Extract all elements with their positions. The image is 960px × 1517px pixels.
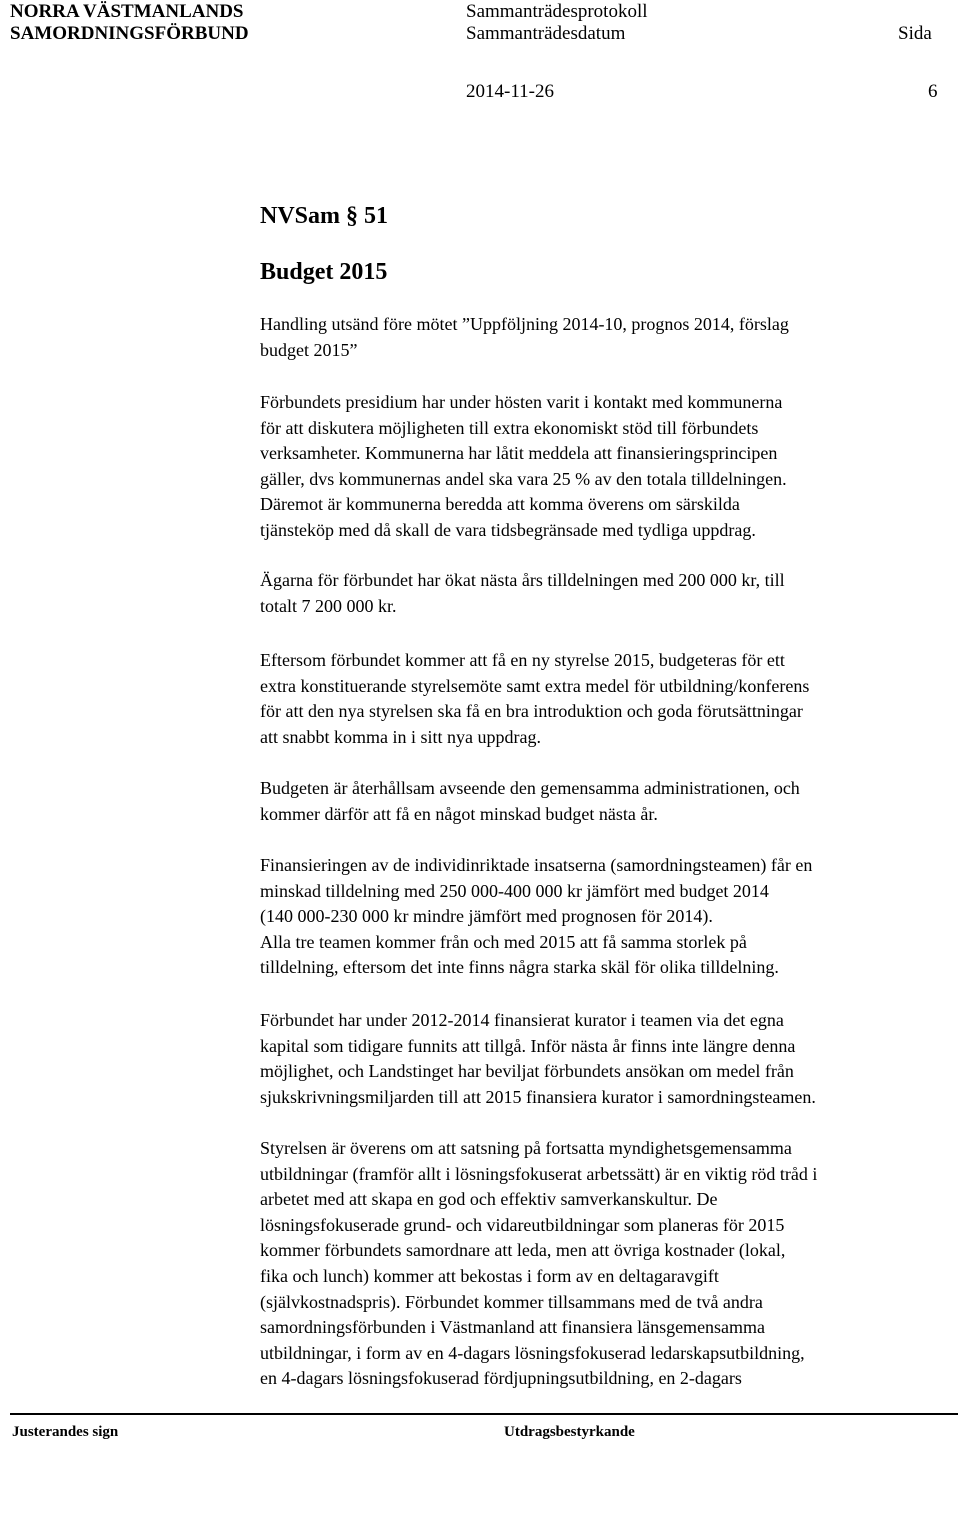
paragraph-line: arbetet med att skapa en god och effektiv samverkanskultur. De — [260, 1189, 718, 1210]
paragraph — [260, 648, 950, 750]
paragraph-line: Handling utsänd före mötet ”Uppföljning 2014-10, prognos 2014, förslag — [260, 314, 789, 334]
paragraph-line: tilldelning, eftersom det inte finns några starka skäl för olika tilldelning. — [260, 957, 779, 978]
paragraph-line: att snabbt komma in i sitt nya uppdrag. — [260, 726, 541, 747]
meeting-date: 2014-11-26 — [466, 81, 554, 102]
footer-signature-label: Justerandes sign — [12, 1424, 119, 1440]
paragraph-line: utbildningar (framför allt i lösningsfokuserat arbetssätt) är en viktig röd tråd i — [260, 1163, 818, 1184]
meeting-date-label: Sammanträdesdatum — [466, 23, 626, 44]
paragraph-line: samordningsförbunden i Västmanland att finansiera länsgemensamma — [260, 1317, 766, 1338]
document-type: Sammanträdesprotokoll — [466, 1, 648, 22]
paragraph-line: en 4-dagars lösningsfokuserad fördjupningsutbildning, en 2-dagars — [260, 1368, 742, 1389]
item-title: Budget 2015 — [260, 259, 388, 285]
paragraph-line: sjukskrivningsmiljarden till att 2015 finansiera kurator i samordningsteamen. — [260, 1086, 816, 1107]
paragraph-line: budget 2015” — [260, 339, 358, 360]
org-name-line1: NORRA VÄSTMANLANDS — [10, 1, 244, 22]
paragraph-line: lösningsfokuserade grund- och vidareutbildningar som planeras för 2015 — [260, 1214, 785, 1235]
paragraph-line: för att den nya styrelsen ska få en bra introduktion och goda förutsättningar — [260, 701, 803, 722]
paragraph-line: extra konstituerande styrelsemöte samt extra medel för utbildning/konferens — [260, 675, 810, 696]
paragraph-line: gäller, dvs kommunernas andel ska vara 25 % av den totala tilldelningen. — [260, 468, 787, 489]
paragraph-line: (självkostnadspris). Förbundet kommer tillsammans med de två andra — [260, 1291, 763, 1312]
paragraph-line: Förbundet har under 2012-2014 finansierat kurator i teamen via det egna — [260, 1010, 784, 1030]
paragraph-line: tjänsteköp med då skall de vara tidsbegränsade med tydliga uppdrag. — [260, 519, 756, 540]
paragraph — [260, 1136, 950, 1392]
item-number: NVSam § 51 — [260, 203, 389, 229]
paragraph — [260, 853, 950, 981]
paragraph-line: Alla tre teamen kommer från och med 2015 att få samma storlek på — [260, 931, 747, 952]
footer-certification-label: Utdragsbestyrkande — [504, 1424, 635, 1440]
paragraph-line: möjlighet, och Landstinget har beviljat förbundets ansökan om medel från — [260, 1061, 794, 1082]
paragraph-line: (140 000-230 000 kr mindre jämfört med prognosen för 2014). — [260, 906, 713, 927]
paragraph-line: Budgeten är återhållsam avseende den gemensamma administrationen, och — [260, 778, 800, 798]
paragraph-line: Ägarna för förbundet har ökat nästa års tilldelningen med 200 000 kr, till — [260, 570, 785, 590]
org-name-line2: SAMORDNINGSFÖRBUND — [10, 23, 249, 44]
page-number: 6 — [928, 81, 938, 102]
paragraph-line: kommer förbundets samordnare att leda, men att övriga kostnader (lokal, — [260, 1240, 786, 1261]
paragraph-line: Däremot är kommunerna beredda att komma överens om särskilda — [260, 494, 740, 515]
paragraph-line: fika och lunch) kommer att bekostas i form av en deltagaravgift — [260, 1265, 719, 1286]
paragraph-line: för att diskutera möjligheten till extra ekonomiskt stöd till förbundets — [260, 417, 759, 438]
paragraph-line: totalt 7 200 000 kr. — [260, 595, 397, 616]
paragraph-line: utbildningar, i form av en 4-dagars lösningsfokuserad ledarskapsutbildning, — [260, 1342, 805, 1363]
paragraph — [260, 1008, 950, 1110]
paragraph-line: Finansieringen av de individinriktade insatserna (samordningsteamen) får en — [260, 855, 813, 875]
paragraph-line: Förbundets presidium har under hösten varit i kontakt med kommunerna — [260, 392, 783, 412]
paragraph — [260, 390, 950, 544]
paragraph-line: kapital som tidigare funnits att tillgå. Inför nästa år finns inte längre denna — [260, 1035, 796, 1056]
paragraph — [260, 568, 950, 619]
paragraph-line: verksamheter. Kommunerna har låtit meddela att finansieringsprincipen — [260, 443, 778, 464]
paragraph-line: Styrelsen är överens om att satsning på fortsatta myndighetsgemensamma — [260, 1138, 792, 1158]
page-label: Sida — [898, 23, 932, 44]
paragraph — [260, 776, 950, 827]
paragraph-line: kommer därför att få en något minskad budget nästa år. — [260, 803, 658, 824]
paragraph-line: Eftersom förbundet kommer att få en ny styrelse 2015, budgeteras för ett — [260, 650, 785, 670]
footer-divider — [10, 1413, 958, 1415]
paragraph — [260, 312, 950, 363]
paragraph-line: minskad tilldelning med 250 000-400 000 kr jämfört med budget 2014 — [260, 880, 769, 901]
